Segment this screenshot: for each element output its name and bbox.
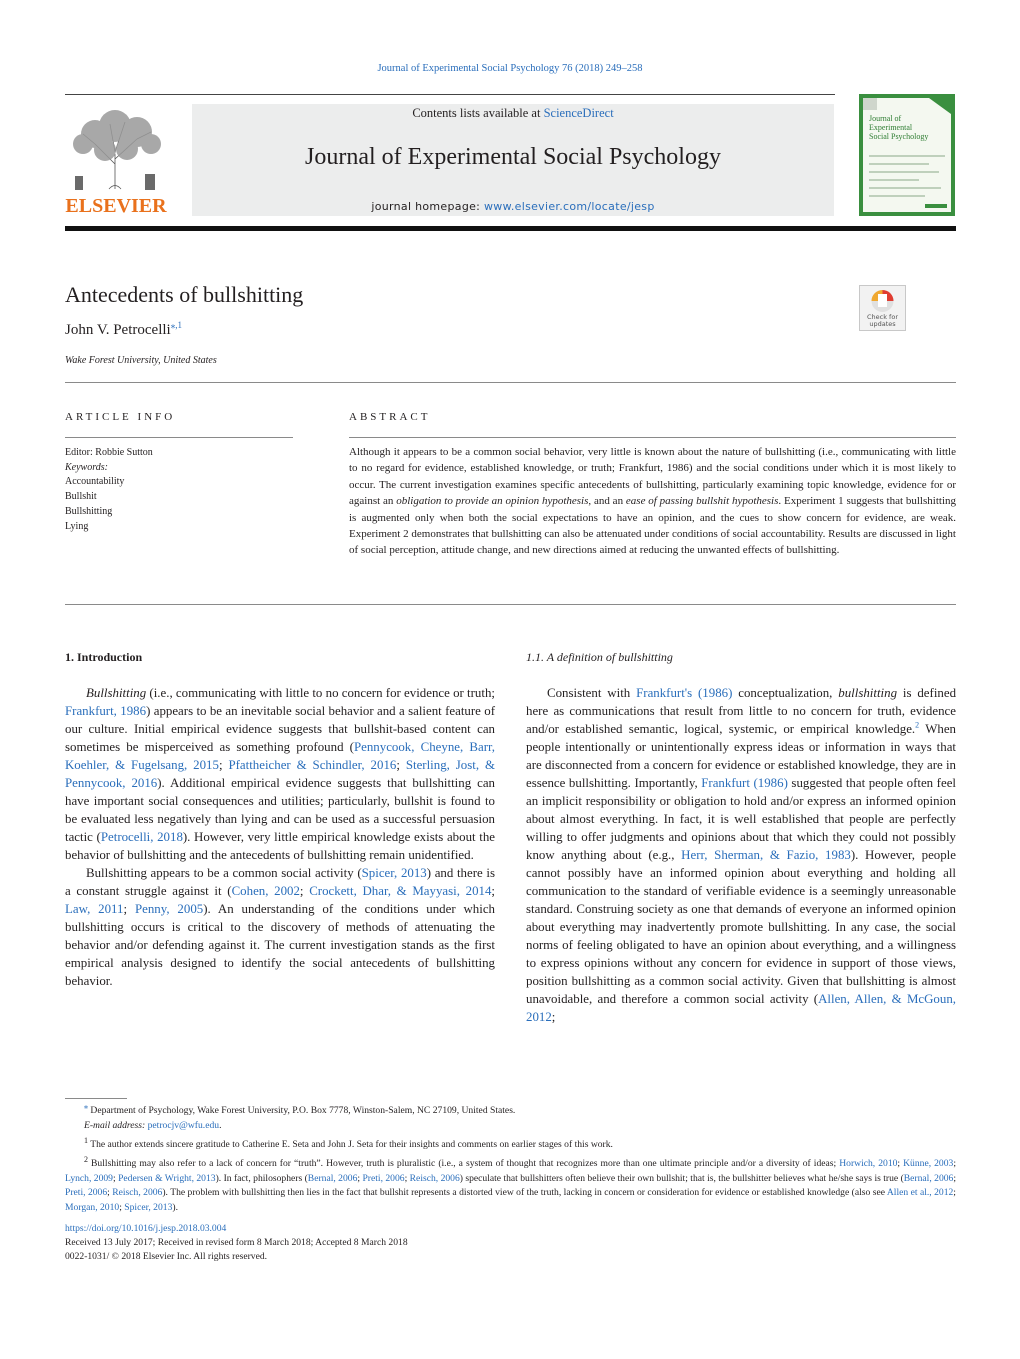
citation-link[interactable]: Bernal, 2006 — [903, 1172, 954, 1184]
elsevier-tree-icon — [65, 104, 167, 216]
cover-title-line-3: Social Psychology — [869, 132, 929, 141]
footnote-2-mark: 2 — [84, 1154, 88, 1164]
text-run: ; — [897, 1157, 904, 1169]
citation-link[interactable]: Künne, 2003 — [903, 1157, 954, 1169]
citation-link[interactable]: Frankfurt (1986) — [701, 776, 788, 790]
text-run: ; — [112, 1172, 119, 1184]
citation-link[interactable]: Crockett, Dhar, & Mayyasi, 2014 — [309, 884, 492, 898]
citation-link[interactable]: Petrocelli, 2018 — [100, 830, 183, 844]
citation-link[interactable]: Bernal, 2006 — [307, 1172, 358, 1184]
text-run: ). — [172, 1202, 178, 1214]
text-run: (i.e., communicating with little to no concern for evidence or truth; — [146, 686, 495, 700]
text-run: ). Additional empirical evidence suggests that bullshitting can have important social consequences and utilities; particularly, bullshit is found to be evaluated less negatively than lying and can be used as a successful persuasion tactic ( — [65, 776, 495, 844]
text-run: ; — [123, 902, 135, 916]
citation-link[interactable]: Preti, 2006 — [362, 1172, 405, 1184]
homepage-link[interactable]: www.elsevier.com/locate/jesp — [483, 200, 655, 213]
keyword-item: Accountability — [65, 476, 125, 488]
running-head[interactable]: Journal of Experimental Social Psychology 76 (2018) 249–258 — [377, 63, 643, 74]
journal-title: Journal of Experimental Social Psychology — [305, 144, 721, 170]
article-title: Antecedents of bullshitting — [65, 282, 304, 307]
homepage-prefix: journal homepage: — [371, 200, 484, 213]
editor-line: Editor: Robbie Sutton — [65, 447, 153, 458]
text-run: ; — [551, 1010, 556, 1024]
intro-paragraph-1 — [65, 684, 495, 864]
text-run: suggested that people often feel an implicit responsibility or obligation to hold and/or express an informed opinion about almost everything. In fact, it is well established that people are perfectly willing to offer judgments and opinions about that which they could not possibly know anything about (e.g., — [526, 776, 957, 862]
text-run: ; — [396, 758, 406, 772]
article-info-list — [65, 446, 295, 534]
text-run: ; — [299, 884, 310, 898]
footnote-ref-2[interactable]: 2 — [915, 720, 920, 730]
check-for-updates-icon — [859, 285, 906, 331]
text-run: ) speculate that bullshitters often believe their own bullshit; that is, the bullshitter believes what he/she says is true ( — [459, 1172, 904, 1184]
body-column-left — [65, 684, 495, 990]
section-heading-introduction: 1. Introduction — [65, 650, 143, 664]
citation-link[interactable]: Spicer, 2013 — [124, 1202, 173, 1214]
article-info-heading: ARTICLE INFO — [65, 411, 176, 423]
abstract-part-2: , and an — [588, 495, 626, 508]
check-updates-line-1: Check for — [867, 313, 898, 321]
footnote-rule — [65, 1098, 127, 1099]
abstract-bottom-rule — [65, 604, 956, 605]
email-label: E-mail address: — [84, 1119, 146, 1131]
contents-prefix: Contents lists available at — [412, 106, 544, 120]
header-top-rule — [65, 94, 835, 95]
text-run: When people intentionally or unintentionally express ideas or information in ways that are disconnected from a concern for evidence or established knowledge, they are in essence bullshitting. Importantly, — [526, 722, 956, 790]
keyword-item: Bullshit — [65, 491, 97, 503]
text-run: ) appears to be an inevitable social behavior and a salient feature of our culture. Initial empirical evidence suggests that bullshit-based content can sometimes be misperceived as something profound ( — [65, 704, 495, 754]
citation-link[interactable]: Allen, Allen, & McGoun, 2012 — [526, 992, 956, 1024]
cover-title-line-1: Journal of — [869, 114, 902, 123]
citation-link[interactable]: Pfattheicher & Schindler, 2016 — [228, 758, 397, 772]
text-run: Bullshitting may also refer to a lack of concern for “truth”. However, truth is pluralistic (i.e., a system of thought that recognizes more than one ultimate principle and/or a diversity of ideas; — [88, 1157, 840, 1169]
email-link[interactable]: petrocjv@wfu.edu — [147, 1119, 220, 1131]
keyword-item: Lying — [65, 520, 89, 532]
text-run: ; — [119, 1202, 125, 1214]
author-line — [65, 320, 182, 339]
citation-link[interactable]: Herr, Sherman, & Fazio, 1983 — [681, 848, 851, 862]
citation-link[interactable]: Sterling, Jost, & Pennycook, 2016 — [65, 758, 495, 790]
text-run: Consistent with — [547, 686, 637, 700]
text-run: conceptualization, — [732, 686, 839, 700]
intro-paragraph-2 — [65, 864, 495, 990]
citation-link[interactable]: Horwich, 2010 — [839, 1157, 898, 1169]
footnote-1 — [65, 1134, 956, 1153]
section-heading-definition: 1.1. A definition of bullshitting — [526, 650, 673, 664]
text-run: ; — [953, 1157, 956, 1169]
citation-link[interactable]: Penny, 2005 — [134, 902, 204, 916]
cover-title-line-2: Experimental — [869, 123, 913, 132]
copyright-line: 0022-1031/ © 2018 Elsevier Inc. All rights reserved. — [65, 1251, 268, 1263]
text-run: ). However, very little empirical knowledge exists about the behavior of bullshitting and the antecedents of bullshitting remain unidentified. — [65, 830, 495, 862]
text-run: ; — [953, 1187, 956, 1199]
check-updates-line-2: updates — [869, 320, 896, 328]
elsevier-logo[interactable] — [65, 104, 167, 216]
elsevier-wordmark: ELSEVIER — [65, 195, 167, 216]
abstract-heading: ABSTRACT — [349, 411, 431, 423]
citation-link[interactable]: Preti, 2006 — [65, 1187, 108, 1199]
citation-link[interactable]: Allen et al., 2012 — [886, 1187, 954, 1199]
citation-link[interactable]: Frankfurt's (1986) — [636, 686, 733, 700]
abstract-hypothesis-2: ease of passing bullshit hypothesis — [625, 495, 779, 508]
article-info-rule — [65, 437, 293, 438]
text-run: Department of Psychology, Wake Forest University, P.O. Box 7778, Winston-Salem, NC 27109, United States. — [88, 1105, 516, 1116]
title-divider — [65, 382, 956, 383]
sciencedirect-link[interactable]: ScienceDirect — [543, 106, 614, 120]
keywords-label: Keywords: — [65, 461, 108, 473]
journal-homepage — [192, 200, 834, 213]
contents-line — [192, 106, 834, 121]
text-run: is defined here as communications that result from little to no concern for truth, evidence and/or established semantic, logical, systemic, or empirical knowledge. — [526, 686, 957, 736]
text-run: ; — [107, 1187, 113, 1199]
citation-link[interactable]: Pennycook, Cheyne, Barr, Koehler, & Fugelsang, 2015 — [65, 740, 495, 772]
citation-link[interactable]: Pedersen & Wright, 2013 — [118, 1172, 216, 1184]
article-meta-footer — [65, 1222, 408, 1265]
footnote-star — [65, 1101, 956, 1119]
citation-link[interactable]: Frankfurt, 1986 — [65, 704, 147, 718]
citation-link[interactable]: Morgan, 2010 — [65, 1202, 120, 1214]
body-column-right — [526, 684, 956, 1026]
citation-link[interactable]: Cohen, 2002 — [231, 884, 300, 898]
citation-link[interactable]: Law, 2011 — [65, 902, 124, 916]
text-run: ). However, people cannot possibly have an informed opinion about everything and holding all communication to the standard of verifiable evidence is a seemingly unreasonable standard. Construing society as one that demands of everyone an informed opinion about everything may inadvertently promote bullshitting. In any case, the social norms of feeling obligated to have an opinion about everything, and a willingness to express opinions without any concern for evidence in support of those views, position bullshitting as a common social activity. Given that bullshitting is almost unavoidable, and therefore a common social activity ( — [526, 848, 956, 1006]
text-run: ; — [404, 1172, 410, 1184]
text-run: . — [219, 1119, 222, 1131]
author-affiliation: Wake Forest University, United States — [65, 355, 217, 366]
journal-cover-thumbnail[interactable] — [859, 94, 955, 216]
text-run: Bullshitting appears to be a common social activity ( — [86, 866, 362, 880]
journal-cover-image — [859, 94, 955, 216]
term-bullshitting: bullshitting — [838, 686, 898, 700]
author-footnote-marks[interactable]: ⁎,1 — [170, 320, 182, 330]
citation-link[interactable]: Reisch, 2006 — [112, 1187, 163, 1199]
text-run: ). The problem with bullshitting then lies in the fact that bullshit represents a distorted view of the truth, lacking in concern or consideration for evidence or established knowledge (also see — [162, 1187, 887, 1199]
text-run: ). In fact, philosophers ( — [215, 1172, 308, 1184]
term-bullshitting: Bullshitting — [86, 686, 147, 700]
text-run: ; — [491, 884, 495, 898]
citation-link[interactable]: Reisch, 2006 — [409, 1172, 460, 1184]
definition-paragraph — [526, 684, 956, 1026]
footnotes — [65, 1101, 957, 1216]
text-run: ; — [218, 758, 229, 772]
text-run: ; — [953, 1172, 957, 1184]
abstract-part-3: . Experiment 1 suggests that bullshitting is augmented only when both the social expectations to have an opinion, and the cues to show concern for evidence, are weak. Experiment 2 demonstrates that bullshitting can also be attenuated under conditions of social accountability. Results are discussed in light of social perception, attitude change, and new directions aimed at reducing the unwanted effects of bullshitting. — [349, 495, 956, 557]
citation-link[interactable]: Lynch, 2009 — [65, 1172, 113, 1184]
abstract-rule — [349, 437, 956, 438]
text-run: The author extends sincere gratitude to Catherine E. Seta and John J. Seta for their insights and comments on earlier stages of this work. — [88, 1138, 613, 1150]
text-run: ). An understanding of the conditions under which bullshitting occurs is critical to the discovery of methods of attenuating the behavior and/or defending against it. The current investigation stands as the first empirical analysis designed to identify the social antecedents of bullshitting behavior. — [65, 902, 495, 988]
footnote-2 — [65, 1153, 956, 1216]
author-name[interactable]: John V. Petrocelli — [65, 322, 171, 338]
keyword-item: Bullshitting — [65, 505, 113, 517]
text-run: ; — [357, 1172, 363, 1184]
doi-link[interactable]: https://doi.org/10.1016/j.jesp.2018.03.004 — [65, 1223, 227, 1234]
citation-link[interactable]: Spicer, 2013 — [361, 866, 427, 880]
header-thick-rule — [65, 226, 956, 231]
abstract-part-1: Although it appears to be a common social behavior, very little is known about the nature of bullshitting (i.e., communicating with little to no regard for evidence, established knowledge, or truth; Frankfurt, 1986) and the social conditions under which it is most likely to occur. The current investigation examines specific antecedents of bullshitting, particularly examining topic knowledge, evidence for or against an — [349, 446, 956, 508]
footnote-star-mark: ⁎ — [84, 1101, 88, 1111]
text-run: ) and there is a constant struggle against it ( — [65, 866, 495, 898]
check-for-updates-badge[interactable] — [859, 285, 906, 331]
abstract-text — [349, 444, 956, 559]
abstract-hypothesis-1: obligation to provide an opinion hypothesis — [396, 495, 589, 508]
footnote-1-mark: 1 — [84, 1135, 88, 1145]
received-dates: Received 13 July 2017; Received in revised form 8 March 2018; Accepted 8 March 2018 — [65, 1237, 408, 1249]
footnote-email — [65, 1119, 956, 1134]
